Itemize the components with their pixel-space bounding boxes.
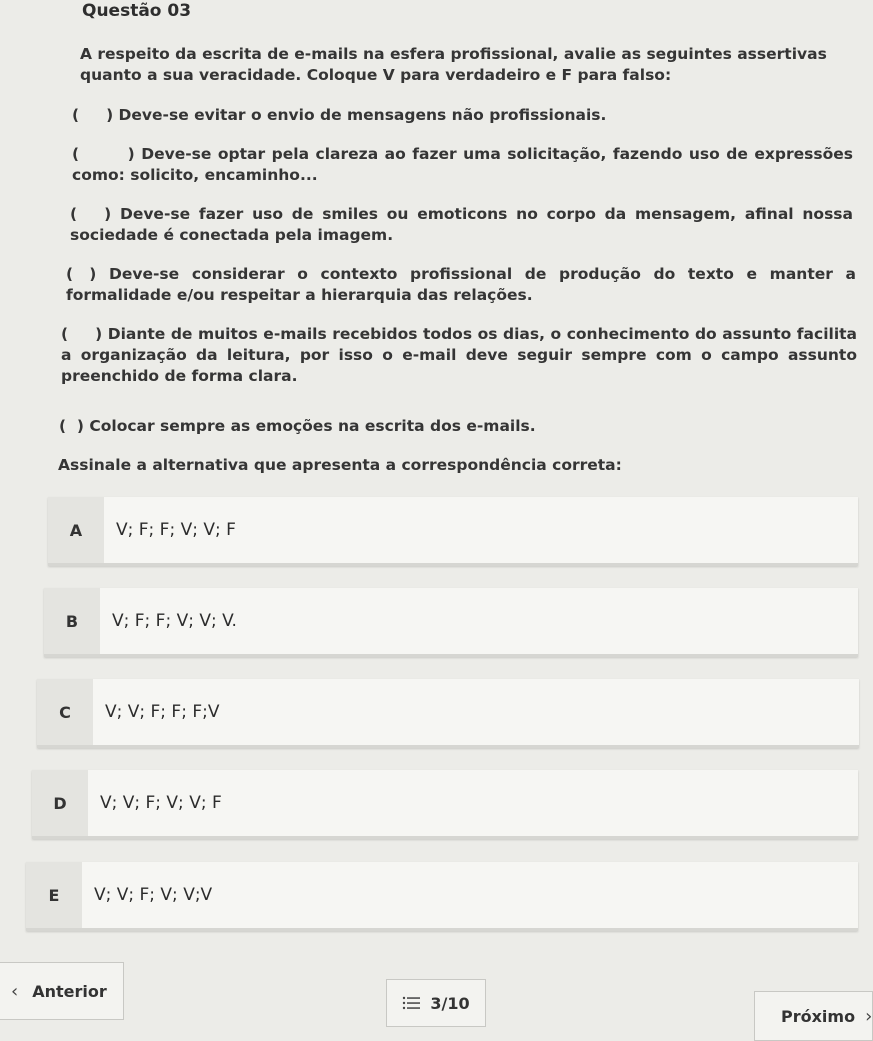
statement-text: Deve-se fazer uso de smiles ou emoticons no corpo da mensagem, afinal nossa sociedade é conectada pela imagem. (70, 205, 853, 244)
statement-2 (72, 144, 853, 186)
option-e[interactable] (26, 862, 858, 931)
option-b[interactable] (44, 588, 858, 657)
previous-label: Anterior (32, 981, 107, 1001)
statement-4 (66, 264, 856, 306)
question-counter: 3/10 (430, 993, 470, 1013)
option-text: V; V; F; V; V; F (88, 770, 858, 836)
question-list-button[interactable] (386, 979, 486, 1027)
answer-blank: ( ) (72, 106, 114, 124)
option-letter: B (44, 588, 100, 654)
question-title: Questão 03 (82, 1, 192, 21)
option-letter: A (48, 497, 104, 563)
statement-text: Colocar sempre as emoções na escrita dos e-mails. (83, 417, 536, 435)
answer-blank: ( ) (66, 265, 97, 283)
statement-6 (59, 416, 849, 437)
statement-text: Deve-se evitar o envio de mensagens não profissionais. (113, 106, 607, 124)
option-letter: C (37, 679, 93, 745)
answer-blank: ( ) (59, 417, 84, 435)
statement-3 (70, 204, 853, 246)
answer-blank: ( ) (72, 145, 135, 163)
question-prompt: Assinale a alternativa que apresenta a correspondência correta: (58, 456, 622, 474)
option-text: V; V; F; F; F;V (93, 679, 859, 745)
statement-text: Deve-se optar pela clareza ao fazer uma solicitação, fazendo uso de expressões como: solicito, encaminho... (72, 145, 853, 184)
next-button[interactable] (754, 991, 873, 1041)
answer-blank: ( ) (70, 205, 112, 223)
statement-text: Diante de muitos e-mails recebidos todos os dias, o conhecimento do assunto facilita a organização da leitura, por isso o e-mail deve seguir sempre com o campo assunto preenchido de forma clara. (61, 325, 857, 385)
option-letter: D (32, 770, 88, 836)
statement-1 (72, 105, 852, 126)
option-text: V; F; F; V; V; V. (100, 588, 858, 654)
option-text: V; V; F; V; V;V (82, 862, 858, 928)
chevron-right-icon: › (865, 1005, 873, 1027)
option-a[interactable] (48, 497, 858, 566)
question-intro: A respeito da escrita de e-mails na esfera profissional, avalie as seguintes assertivas quanto a sua veracidade. Coloque V para verdadeiro e F para falso: (80, 45, 827, 84)
list-icon (402, 995, 420, 1011)
statement-text: Deve-se considerar o contexto profissional de produção do texto e manter a formalidade e/ou respeitar a hierarquia das relações. (66, 265, 856, 304)
option-c[interactable] (37, 679, 859, 748)
option-text: V; F; F; V; V; F (104, 497, 858, 563)
previous-button[interactable] (0, 962, 124, 1020)
option-d[interactable] (32, 770, 858, 839)
next-label: Próximo (781, 1006, 856, 1026)
answer-blank: ( ) (61, 325, 103, 343)
statement-5 (61, 324, 857, 387)
chevron-left-icon: ‹ (11, 980, 19, 1002)
option-letter: E (26, 862, 82, 928)
